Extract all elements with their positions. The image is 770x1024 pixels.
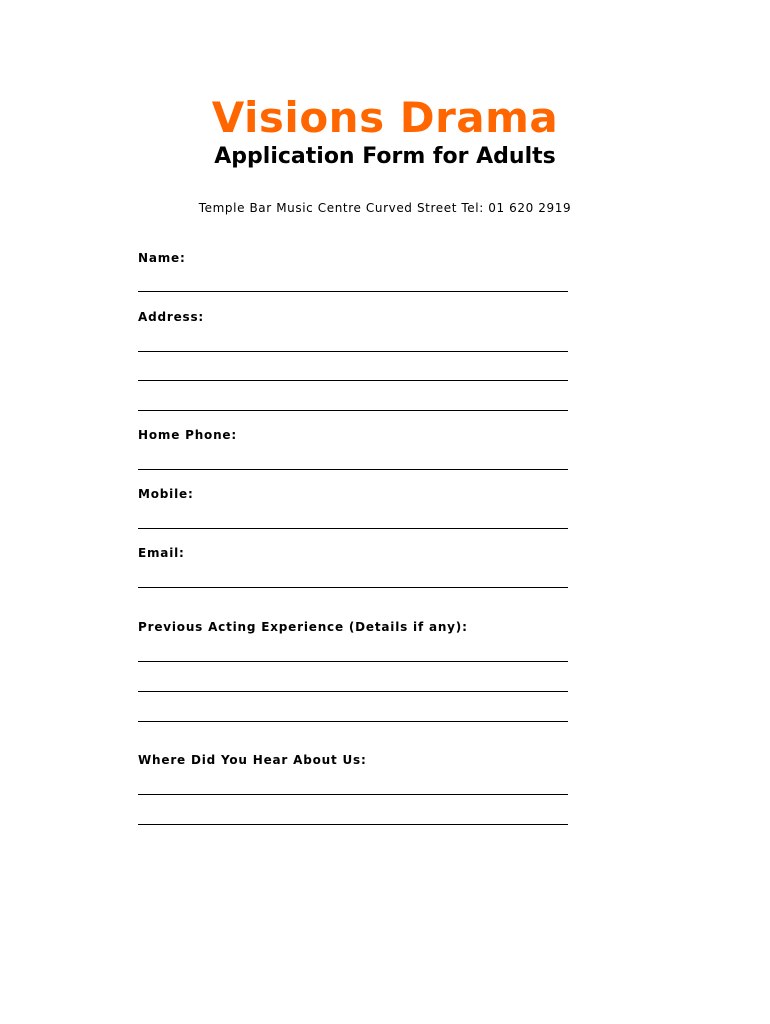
- mobile-line[interactable]: [138, 528, 568, 529]
- home-phone-line[interactable]: [138, 469, 568, 470]
- experience-label: Previous Acting Experience (Details if any):: [138, 620, 468, 634]
- contact-info: Temple Bar Music Centre Curved Street Tel: 01 620 2919: [198, 201, 572, 215]
- email-label: Email:: [138, 546, 185, 560]
- address-label: Address:: [138, 310, 205, 324]
- address-line-3[interactable]: [138, 410, 568, 411]
- page-subtitle: Application Form for Adults: [214, 144, 556, 169]
- referral-label: Where Did You Hear About Us:: [138, 753, 367, 767]
- experience-line-2[interactable]: [138, 691, 568, 692]
- referral-line-2[interactable]: [138, 824, 568, 825]
- name-label: Name:: [138, 251, 186, 265]
- mobile-label: Mobile:: [138, 487, 194, 501]
- home-phone-label: Home Phone:: [138, 428, 237, 442]
- referral-line-1[interactable]: [138, 794, 568, 795]
- email-line[interactable]: [138, 587, 568, 588]
- address-line-2[interactable]: [138, 380, 568, 381]
- address-line-1[interactable]: [138, 351, 568, 352]
- page-title: Visions Drama: [211, 93, 559, 142]
- name-line[interactable]: [138, 291, 568, 292]
- experience-line-3[interactable]: [138, 721, 568, 722]
- experience-line-1[interactable]: [138, 661, 568, 662]
